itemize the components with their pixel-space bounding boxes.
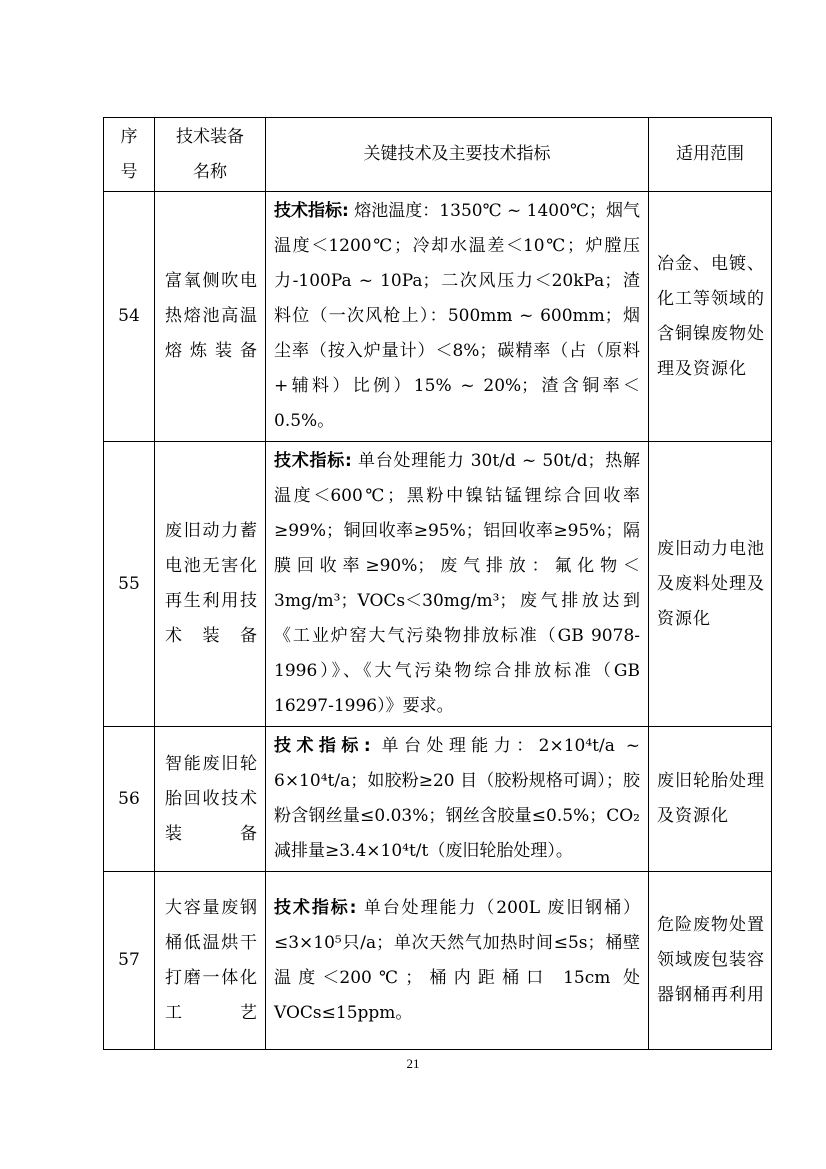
table-header-row [104,118,772,192]
row-indicators [266,872,649,1050]
row-no: 55 [104,442,155,727]
header-indicators-text: 关键技术及主要技术指标 [363,144,551,164]
indicator-label: 技术指标: [274,201,349,221]
row-no: 57 [104,872,155,1050]
row-indicators [266,192,649,442]
header-name [155,118,266,192]
row-indicators [266,442,649,727]
page-number: 21 [406,1056,420,1071]
row-name: 智能废旧轮胎回收技术装备 [155,727,266,872]
row-no: 54 [104,192,155,442]
row-no: 56 [104,727,155,872]
header-no [104,118,155,192]
header-name-text: 技术装备名称 [176,126,244,182]
header-scope [649,118,772,192]
indicator-text: 熔池温度：1350℃ ~ 1400℃；烟气温度＜1200℃；冷却水温差＜10℃；炉膛压力-100Pa ~ 10Pa；二次风压力＜20kPa；渣料位（一次风枪上）：500mm ~ 600mm；烟尘率（按入炉量计）＜8%；碳精率（占（原料+辅料）比例）15% ~ 20%；渣含铜率＜0.5%。 [274,201,640,431]
table-row [104,727,772,872]
row-indicators [266,727,649,872]
row-scope: 废旧轮胎处理及资源化 [649,727,772,872]
row-name: 废旧动力蓄电池无害化再生利用技术装备 [155,442,266,727]
row-name: 大容量废钢桶低温烘干打磨一体化工艺 [155,872,266,1050]
indicator-text: 单台处理能力（200L 废旧钢桶）≤3×10⁵只/a；单次天然气加热时间≤5s；桶壁温度＜200℃；桶内距桶口 15cm 处 VOCs≤15ppm。 [274,897,640,1023]
header-indicators [266,118,649,192]
indicator-text: 单台处理能力 30t/d ~ 50t/d；热解温度＜600℃；黑粉中镍钴锰锂综合回收率≥99%；铜回收率≥95%；铝回收率≥95%；隔膜回收率≥90%；废气排放：氟化物＜3mg/m³；VOCs＜30mg/m³；废气排放达到《工业炉窑大气污染物排放标准（GB 9078-1996）》、《大气污染物综合排放标准（GB 16297-1996）》要求。 [274,451,640,716]
row-scope: 冶金、电镀、化工等领域的含铜镍废物处理及资源化 [649,192,772,442]
header-scope-text: 适用范围 [676,144,744,164]
table-row [104,192,772,442]
indicator-label: 技术指标: [274,451,352,471]
header-no-text: 序号 [120,126,138,182]
table-row [104,442,772,727]
row-scope: 危险废物处置领域废包装容器钢桶再利用 [649,872,772,1050]
indicator-label: 技术指标: [274,736,371,756]
row-name: 富氧侧吹电热熔池高温熔炼装备 [155,192,266,442]
row-scope: 废旧动力电池及废料处理及资源化 [649,442,772,727]
indicator-label: 技术指标: [274,897,357,918]
indicator-text: 单台处理能力：2×10⁴t/a ~ 6×10⁴t/a；如胶粉≥20 目（胶粉规格可调）；胶粉含钢丝量≤0.03%；钢丝含胶量≤0.5%；CO₂减排量≥3.4×10⁴t/t（废旧轮胎处理）。 [274,736,640,861]
table-row [104,872,772,1050]
equipment-table [103,117,772,1050]
